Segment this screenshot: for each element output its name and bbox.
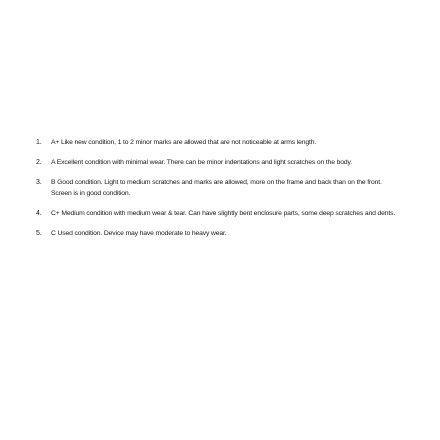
list-item-text: A Excellent condition with minimal wear. There can be minor indentations and light scratches on the body. (51, 159, 352, 166)
list-item-text: C Used condition. Device may have moderate to heavy wear. (51, 230, 227, 237)
list-item (36, 157, 396, 168)
list-item-number: 5. (36, 230, 42, 237)
list-item (36, 177, 396, 199)
list-item-text: B Good condition. Light to medium scratches and marks are allowed, more on the frame and back than on the front. Screen is in good condition. (51, 179, 382, 197)
list-item-number: 4. (36, 210, 42, 217)
list-item (36, 137, 396, 148)
list-item-number: 1. (36, 139, 42, 146)
list-item (36, 208, 396, 219)
list-item (36, 228, 396, 239)
list-item-text: C+ Medium condition with medium wear & tear. Can have slightly bent enclosure parts, some deep scratches and dents. (51, 210, 396, 217)
list-item-text: A+ Like new condition, 1 to 2 minor marks are allowed that are not noticeable at arms length. (51, 139, 317, 146)
condition-grade-list (36, 137, 396, 248)
list-item-number: 3. (36, 179, 42, 186)
list-item-number: 2. (36, 159, 42, 166)
